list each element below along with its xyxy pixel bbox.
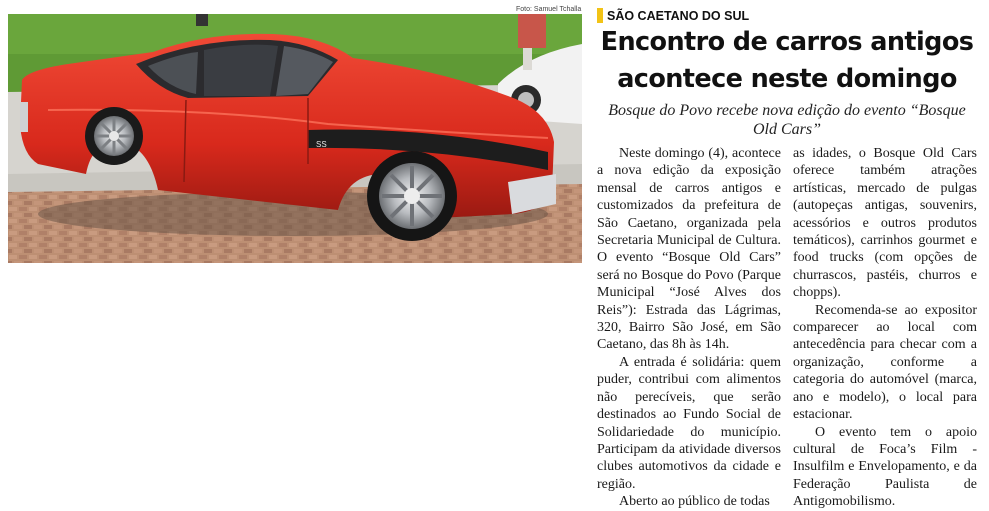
paragraph-continued: as idades, o Bosque Old Cars oferece também atrações artísticas, mercado de pulgas (autopeças antigas, souvenirs, acessórios e outros produtos temáticos), carrinhos gourmet e food trucks (com opções de churrascos, pastéis, churros e chopps). [793, 146, 977, 301]
paragraph: Aberto ao público de todas [619, 494, 770, 510]
photo-credit: Foto: Samuel Tchalla [516, 6, 582, 13]
paragraph: Recomenda-se ao expositor comparecer ao local com antecedência para checar com a organização, conforme a categoria do automóvel (marca, ano e modelo), o local para estacionar. [793, 302, 977, 423]
article-subheadline: Bosque do Povo recebe nova edição do evento “Bosque Old Cars” [608, 102, 966, 138]
article-headline: Encontro de carros antigos acontece neste domingo [600, 27, 974, 94]
paragraph: A entrada é solidária: quem puder, contribui com alimentos não perecíveis, que serão destinados ao Fundo Social de Solidariedade do município. Participam da atividade diversos clubes automotivos da cidade e região. [597, 354, 781, 492]
red-classic-car-image [8, 14, 582, 263]
section-label [597, 8, 749, 23]
article-column-2 [793, 145, 977, 511]
section-accent-bar [597, 8, 603, 23]
article-column-1 [597, 145, 781, 511]
paragraph: O evento tem o apoio cultural de Foca’s Film - Insulfilm e Envelopamento, e da Federação Paulista de Antigomobilismo. [793, 424, 977, 510]
article-photo [8, 14, 582, 263]
section-label-text: SÃO CAETANO DO SUL [607, 8, 750, 23]
car-badge-text: SS [316, 140, 327, 149]
paragraph: Neste domingo (4), acontece a nova edição da exposição mensal de carros antigos e customizados da prefeitura de São Caetano, organizada pela Secretaria Municipal de Cultura. O evento “Bosque Old Cars” será no Bosque do Povo (Parque Municipal “José Alves dos Reis”): Estrada das Lágrimas, 320, Bairro São José, em São Caetano, das 8h às 14h. [597, 146, 781, 353]
